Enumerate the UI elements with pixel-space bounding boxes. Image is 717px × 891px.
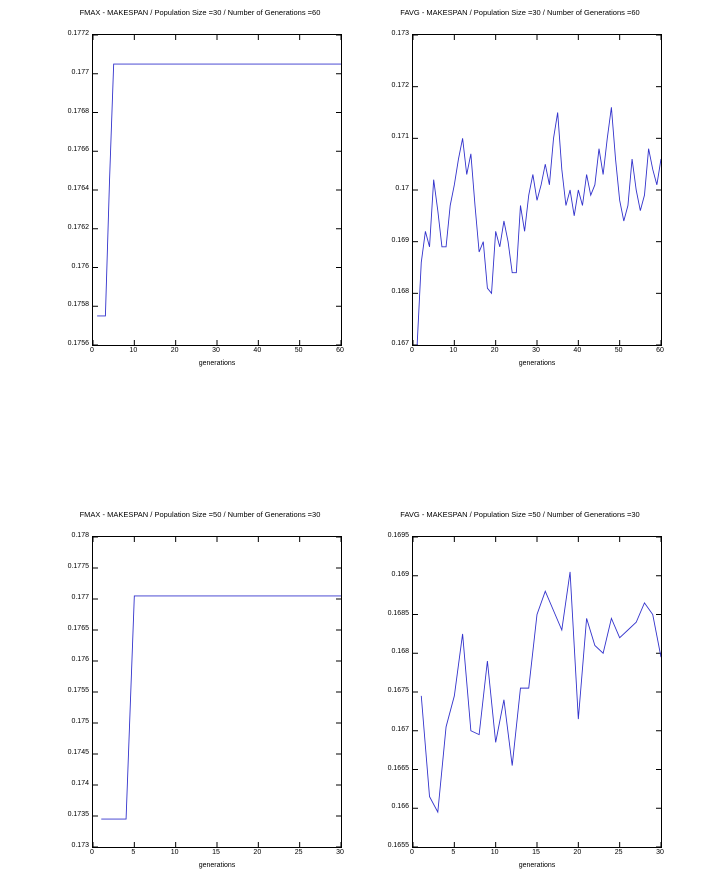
figure-fmax-30gen (50, 510, 350, 880)
x-tick-label: 10 (449, 347, 458, 354)
x-axis-label: generations (198, 862, 236, 869)
y-tick-label: 0.172 (391, 81, 409, 89)
y-tick-label: 0.1755 (67, 687, 89, 694)
x-tick-label: 25 (614, 849, 623, 856)
y-tick-label: 0.1685 (387, 609, 409, 617)
y-tick-label: 0.1768 (67, 107, 89, 115)
y-tick-label: 0.176 (71, 656, 89, 663)
y-tick-label: 0.1735 (67, 811, 89, 818)
x-tick-label: 0 (90, 347, 94, 354)
x-tick-label: 30 (656, 849, 664, 856)
y-tick-label: 0.169 (391, 570, 409, 578)
x-tick-label: 50 (614, 347, 623, 354)
series-line (97, 64, 341, 316)
x-tick-label: 20 (490, 347, 499, 354)
y-tick-label: 0.17 (395, 185, 409, 192)
x-axis-label: generations (198, 360, 236, 367)
x-tick-label: 5 (131, 849, 136, 856)
y-tick-label: 0.168 (391, 288, 409, 296)
y-tick-label: 0.1766 (67, 146, 89, 154)
data-line-favg-30gen (413, 537, 661, 847)
data-line-fmax-30gen (93, 537, 341, 847)
x-tick-label: 0 (410, 849, 414, 856)
plot-area-favg-50gen (412, 34, 662, 346)
x-tick-label: 50 (294, 347, 303, 354)
y-tick-label: 0.168 (391, 648, 409, 656)
x-tick-label: 15 (212, 849, 220, 856)
chart-title: FMAX - MAKESPAN / Population Size =50 / Number of Generations =30 (79, 510, 321, 519)
y-tick-label: 0.177 (71, 594, 89, 601)
x-tick-label: 30 (532, 347, 540, 354)
x-tick-label: 5 (451, 849, 456, 856)
x-tick-label: 40 (253, 347, 262, 354)
x-tick-label: 0 (90, 849, 94, 856)
y-tick-label: 0.1764 (67, 185, 89, 192)
y-tick-label: 0.171 (391, 133, 409, 141)
x-axis-label: generations (518, 360, 556, 367)
y-tick-label: 0.1765 (67, 625, 89, 632)
y-tick-label: 0.1655 (387, 842, 409, 849)
series-line (101, 596, 341, 819)
chart-title: FMAX - MAKESPAN / Population Size =30 / Number of Generations =60 (79, 8, 321, 17)
x-tick-label: 40 (573, 347, 582, 354)
y-tick-label: 0.173 (391, 30, 409, 37)
x-tick-label: 10 (170, 849, 179, 856)
x-tick-label: 60 (656, 347, 664, 354)
x-tick-label: 25 (294, 849, 303, 856)
series-line (421, 572, 661, 812)
y-tick-label: 0.1772 (67, 30, 89, 37)
chart-title: FAVG - MAKESPAN / Population Size =50 / Number of Generations =30 (400, 510, 640, 519)
y-tick-label: 0.1775 (67, 563, 89, 570)
y-tick-label: 0.173 (71, 842, 89, 849)
y-tick-label: 0.176 (71, 262, 89, 270)
y-tick-label: 0.1762 (67, 223, 89, 231)
y-tick-label: 0.1695 (387, 532, 409, 539)
figure-fmax-50gen (50, 8, 350, 378)
figure-favg-30gen (370, 510, 670, 880)
x-tick-label: 60 (336, 347, 344, 354)
x-tick-label: 15 (532, 849, 540, 856)
y-tick-label: 0.1745 (67, 749, 89, 756)
data-line-fmax-50gen (93, 35, 341, 345)
y-tick-label: 0.1675 (387, 687, 409, 694)
y-tick-label: 0.169 (391, 236, 409, 244)
y-tick-label: 0.1758 (67, 301, 89, 309)
y-tick-label: 0.166 (391, 803, 409, 811)
y-tick-label: 0.175 (71, 718, 89, 725)
x-tick-label: 30 (212, 347, 220, 354)
plot-area-favg-30gen (412, 536, 662, 848)
data-line-favg-50gen (413, 35, 661, 345)
x-tick-label: 10 (490, 849, 499, 856)
y-tick-label: 0.1665 (387, 764, 409, 772)
x-tick-label: 30 (336, 849, 344, 856)
x-tick-label: 20 (170, 347, 179, 354)
x-tick-label: 10 (129, 347, 138, 354)
x-tick-label: 20 (253, 849, 262, 856)
plot-area-fmax-50gen (92, 34, 342, 346)
y-tick-label: 0.177 (71, 68, 89, 76)
y-tick-label: 0.167 (391, 340, 409, 347)
x-tick-label: 0 (410, 347, 414, 354)
y-tick-label: 0.174 (71, 780, 89, 787)
series-line (417, 107, 661, 345)
y-tick-label: 0.167 (391, 725, 409, 733)
x-tick-label: 20 (573, 849, 582, 856)
x-axis-label: generations (518, 862, 556, 869)
y-tick-label: 0.1756 (67, 340, 89, 347)
plot-area-fmax-30gen (92, 536, 342, 848)
y-tick-label: 0.178 (71, 532, 89, 539)
chart-title: FAVG - MAKESPAN / Population Size =30 / Number of Generations =60 (400, 8, 640, 17)
figure-favg-50gen (370, 8, 670, 378)
